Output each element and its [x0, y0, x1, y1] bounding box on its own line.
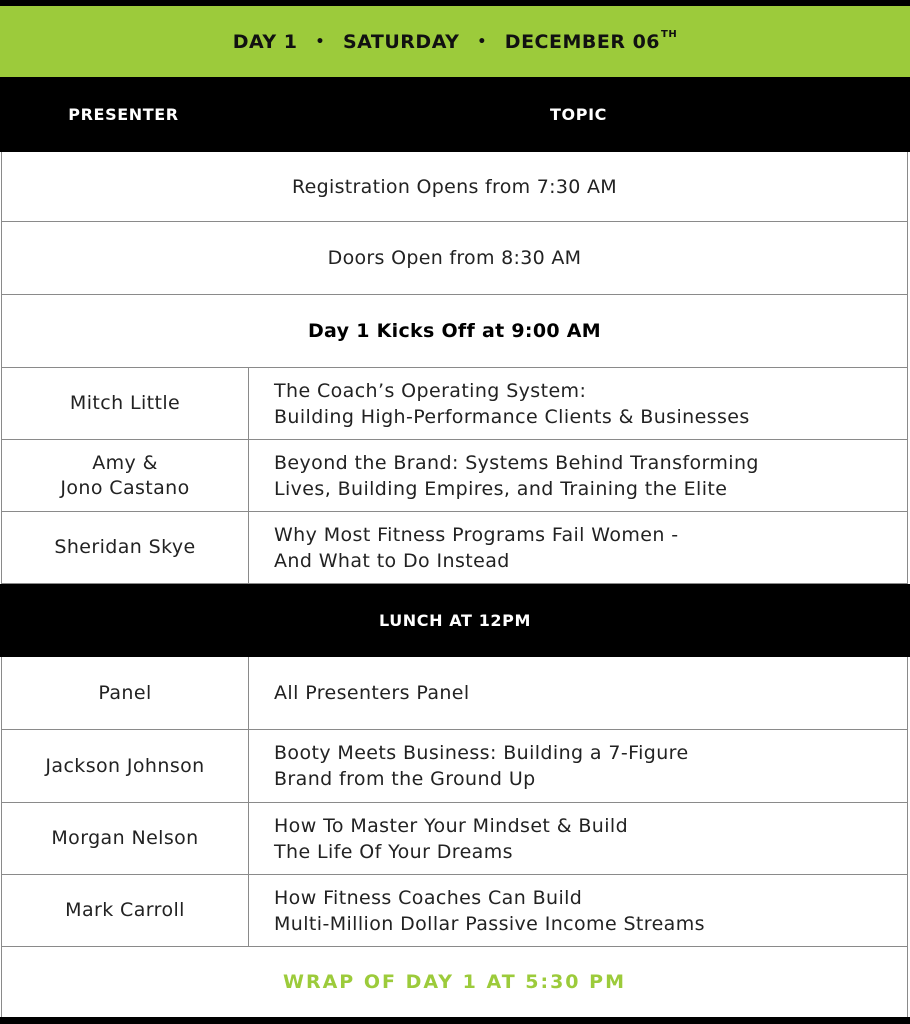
- presenter-cell: Mitch Little: [2, 368, 249, 439]
- presenter-cell: Morgan Nelson: [2, 803, 249, 874]
- topic-cell: Booty Meets Business: Building a 7-Figure Brand from the Ground Up: [274, 742, 689, 790]
- date-label: DECEMBER 06TH: [504, 29, 678, 53]
- topic-cell: The Coach’s Operating System: Building High-Performance Clients & Businesses: [274, 379, 750, 428]
- registration-text: Registration Opens from 7:30 AM: [292, 175, 617, 198]
- presenter-cell: Amy & Jono Castano: [2, 440, 249, 511]
- topic-cell: Beyond the Brand: Systems Behind Transforming Lives, Building Empires, and Training the Elite: [274, 451, 759, 500]
- kickoff-row: [1, 295, 908, 368]
- date-suffix: TH: [661, 29, 678, 41]
- presenter-column-header: PRESENTER: [68, 105, 179, 124]
- column-header-row: [0, 77, 910, 152]
- separator-dot: •: [477, 33, 487, 50]
- lunch-text: LUNCH AT 12PM: [378, 611, 532, 630]
- topic-cell: Why Most Fitness Programs Fail Women - And What to Do Instead: [274, 523, 679, 572]
- session-row: [1, 730, 908, 803]
- session-row: [1, 657, 908, 730]
- topic-cell: How Fitness Coaches Can Build Multi-Million Dollar Passive Income Streams: [274, 886, 705, 935]
- doors-text: Doors Open from 8:30 AM: [327, 247, 582, 269]
- wrap-text: WRAP OF DAY 1 AT 5:30 PM: [283, 971, 626, 993]
- weekday-label: SATURDAY: [342, 30, 460, 53]
- session-row: [1, 875, 908, 947]
- day-header: [0, 6, 910, 77]
- presenter-cell: Sheridan Skye: [2, 512, 249, 583]
- bottom-border: [0, 1017, 910, 1024]
- presenter-cell: Panel: [2, 657, 249, 729]
- separator-dot: •: [315, 33, 325, 50]
- session-row: [1, 368, 908, 440]
- session-row: [1, 803, 908, 875]
- registration-row: [1, 152, 908, 222]
- topic-column-header: TOPIC: [550, 105, 607, 124]
- topic-cell: All Presenters Panel: [274, 682, 470, 704]
- day-label: DAY 1: [232, 30, 298, 53]
- topic-cell: How To Master Your Mindset & Build The Life Of Your Dreams: [274, 814, 629, 863]
- session-row: [1, 512, 908, 584]
- wrap-row: [1, 947, 908, 1017]
- session-row: [1, 440, 908, 512]
- kickoff-text: Day 1 Kicks Off at 9:00 AM: [307, 320, 601, 342]
- doors-row: [1, 222, 908, 295]
- presenter-cell: Jackson Johnson: [2, 730, 249, 802]
- lunch-banner: [0, 584, 910, 657]
- presenter-cell: Mark Carroll: [2, 875, 249, 946]
